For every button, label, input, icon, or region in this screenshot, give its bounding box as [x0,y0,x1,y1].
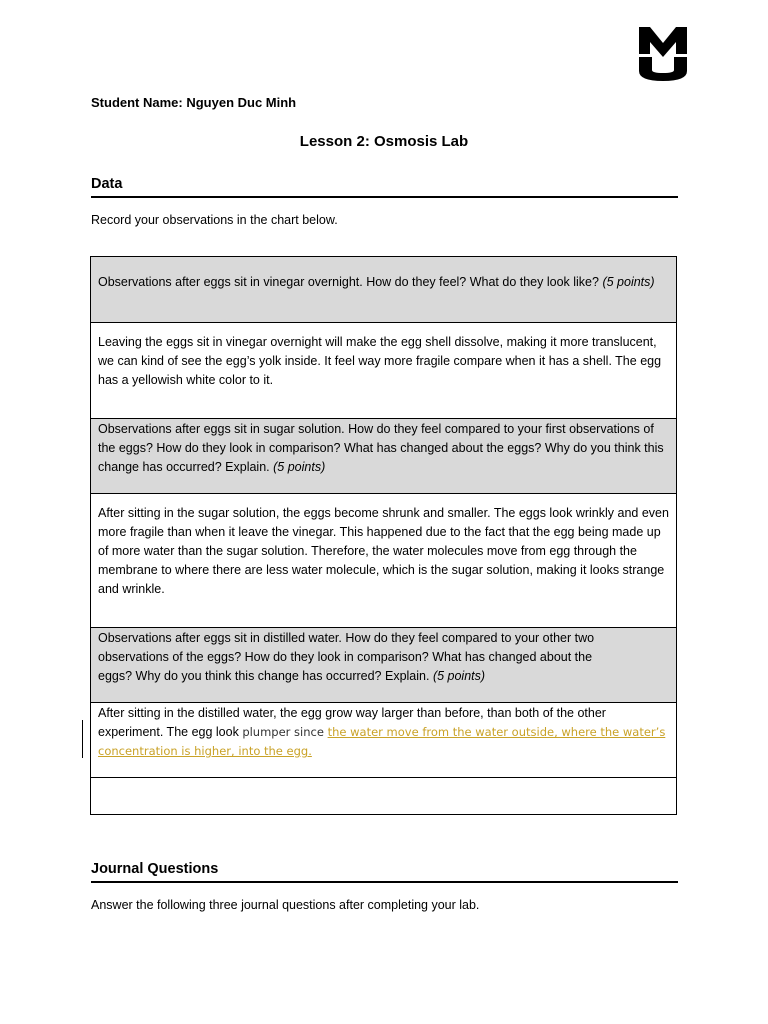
lesson-title: Lesson 2: Osmosis Lab [299,133,469,150]
journal-heading-rule [91,881,678,883]
table-row [91,703,677,778]
vinegar-answer-cell[interactable] [91,323,677,419]
sugar-answer-cell[interactable] [91,494,677,628]
distilled-answer-cell[interactable] [91,703,677,778]
table-row [91,778,677,815]
distilled-question: Observations after eggs sit in distilled water. How do they feel compared to your other two observations of the eggs? How do they look in comparison? What has changed about the eggs? Why do you think this change has occurred? Explain. [98,631,595,683]
vinegar-question: Observations after eggs sit in vinegar overnight. How do they feel? What do they look like? [98,275,599,289]
vinegar-answer: Leaving the eggs sit in vinegar overnight will make the egg shell dissolve, making it more translucent, we can kind of see the egg’s yolk inside. It feel way more fragile compare when it has a shell. The egg has a yellowish white color to it. [98,335,662,387]
table-row [91,257,677,323]
distilled-answer-highlight: the water move from the water outside, where the water’s concentration is higher, into the egg. [98,725,666,758]
distilled-question-cell [91,628,677,703]
distilled-answer: After sitting in the distilled water, the egg grow way larger than before, than both of the other experiment. The egg look [98,706,606,739]
table-row [91,419,677,494]
sugar-answer: After sitting in the sugar solution, the eggs become shrunk and smaller. The eggs look wrinkly and even more fragile than when it leave the vinegar. This happened due to the fact that the egg being made up of more water than the sugar solution. Therefore, the water molecules move from egg through the membrane to where there are less water molecule, which is the sugar solution, making it looks strange and wrinkle. [98,506,669,596]
vinegar-points: (5 points) [602,275,655,289]
data-heading-rule [91,196,678,198]
sugar-points: (5 points) [273,460,326,474]
sugar-question-cell [91,419,677,494]
distilled-answer-edit: plumper since [242,725,328,739]
vinegar-question-cell [91,257,677,323]
empty-answer-cell[interactable] [91,778,677,815]
distilled-points: (5 points) [432,669,486,683]
journal-instruction: Answer the following three journal questions after completing your lab. [91,898,480,912]
data-heading: Data [91,176,123,192]
journal-heading: Journal Questions [91,861,219,877]
student-name: Student Name: Nguyen Duc Minh [91,95,297,110]
table-row [91,323,677,419]
text-cursor [82,720,83,758]
table-row [91,494,677,628]
mu-logo [638,26,688,82]
table-row [91,628,677,703]
sugar-question: Observations after eggs sit in sugar solution. How do they feel compared to your first observations of the eggs? How do they look in comparison? What has changed about the eggs? Why do you think this change has occurred? Explain. [98,422,664,474]
observations-table [90,256,677,815]
data-instruction: Record your observations in the chart below. [91,213,338,227]
